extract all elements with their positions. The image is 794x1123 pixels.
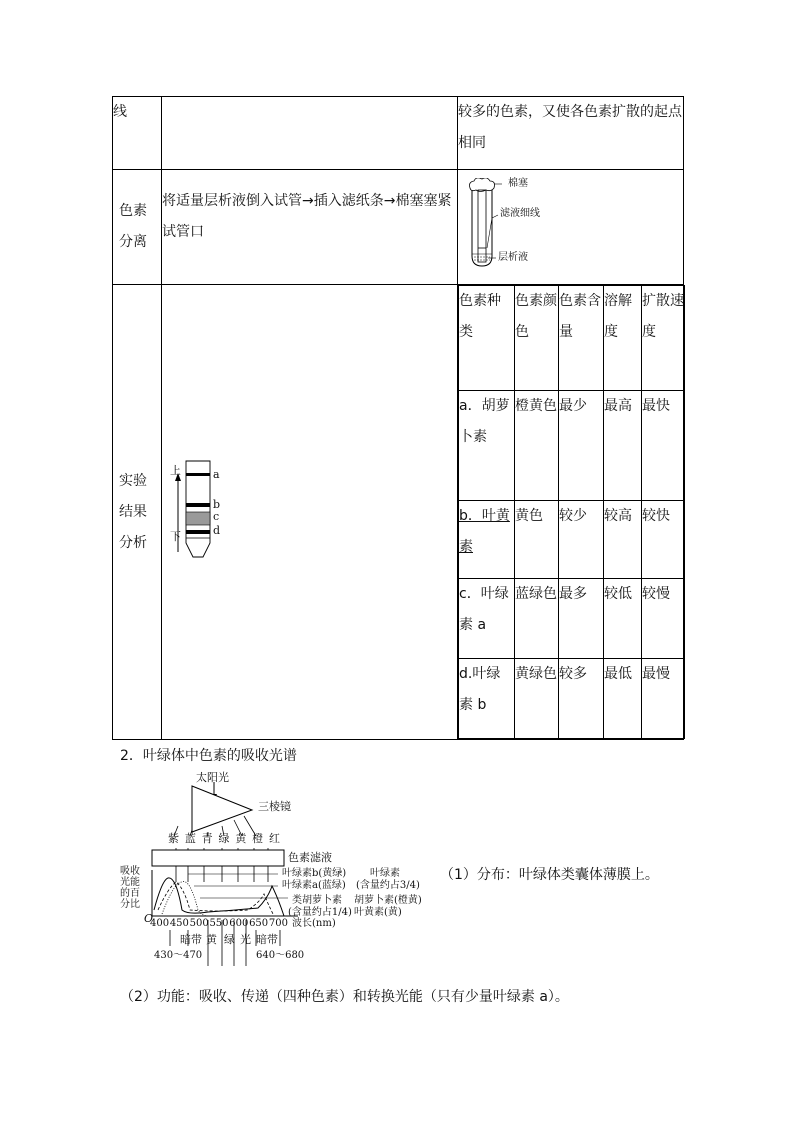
label-dark-band-2: 暗带 xyxy=(256,933,278,946)
label-filter-line: 滤液细线 xyxy=(500,208,540,219)
row3-label: 实验结果分析 xyxy=(119,472,147,551)
chromatography-strip-diagram xyxy=(172,457,252,567)
color-labels xyxy=(168,833,280,845)
label-down: 下 xyxy=(170,530,181,543)
pigment-speed: 最快 xyxy=(642,391,685,501)
header-amount: 色素含量 xyxy=(559,286,604,391)
pigment-solubility: 较低 xyxy=(604,579,642,659)
legend-carotenoid: 类胡萝卜素 xyxy=(292,895,342,906)
cell-row1-col3: 较多的色素，又使各色素扩散的起点相同 xyxy=(458,97,684,170)
pigment-name: d.叶绿素 b xyxy=(459,659,515,739)
pigment-header-row xyxy=(459,286,685,391)
cell-row2-col1 xyxy=(113,170,162,285)
pigment-solubility: 较高 xyxy=(604,501,642,579)
table-row xyxy=(113,285,684,740)
color-yellow: 黄 xyxy=(235,832,247,845)
cotton-plug-icon xyxy=(470,178,495,192)
header-solubility: 溶解度 xyxy=(604,286,642,391)
label-up: 上 xyxy=(170,464,181,477)
cell-row3-col2 xyxy=(162,285,458,740)
label-range-1: 430～470 xyxy=(154,950,203,961)
header-name: 色素种类 xyxy=(459,286,515,391)
table-row xyxy=(459,391,685,501)
x-tick: 550 xyxy=(209,918,229,929)
pigment-name-text: b．叶黄素 xyxy=(459,508,510,555)
legend-chl-amount: (含量约占3/4) xyxy=(356,880,420,891)
legend-chl-a: 叶绿素a(蓝绿) xyxy=(282,880,346,891)
origin-label: O xyxy=(144,912,154,925)
cell-row1-col2 xyxy=(162,97,458,170)
function-text: （2）功能：吸收、传递（四种色素）和转换光能（只有少量叶绿素 a）。 xyxy=(120,989,569,1005)
label-cotton: 棉塞 xyxy=(508,178,528,189)
pigment-speed: 较快 xyxy=(642,501,685,579)
section-title: 2．叶绿体中色素的吸收光谱 xyxy=(120,748,297,764)
pigment-name: a．胡萝卜素 xyxy=(459,391,515,501)
experiment-table xyxy=(112,96,684,740)
distribution-text: （1）分布：叶绿体类囊体薄膜上。 xyxy=(440,867,659,883)
label-filter: 色素滤液 xyxy=(288,851,332,864)
color-violet: 紫 xyxy=(168,832,179,845)
x-tick: 600 xyxy=(229,918,249,929)
x-tick: 650 xyxy=(249,918,269,929)
cell-row3-col1 xyxy=(113,285,162,740)
cell-row3-col3 xyxy=(458,285,684,740)
pigment-solubility: 最低 xyxy=(604,659,642,739)
pigment-filter-box xyxy=(152,850,284,866)
x-tick: 450 xyxy=(169,918,189,929)
color-cyan: 青 xyxy=(201,832,213,845)
x-tick: 700 xyxy=(268,918,288,929)
pigment-color: 黄色 xyxy=(515,501,559,579)
legend-xanthophyll: 叶黄素(黄) xyxy=(354,907,402,918)
label-yellow: 黄 xyxy=(206,933,217,946)
pigment-name xyxy=(459,501,515,579)
legend-chl-b: 叶绿素b(黄绿) xyxy=(282,868,347,879)
table-row xyxy=(113,170,684,285)
table-row xyxy=(113,97,684,170)
pigment-amount: 最多 xyxy=(559,579,604,659)
prism-icon xyxy=(192,786,252,832)
label-a: a xyxy=(213,468,220,481)
label-prism: 三棱镜 xyxy=(258,800,291,813)
pigment-table xyxy=(458,285,685,739)
label-green: 绿 xyxy=(224,933,235,946)
color-green: 绿 xyxy=(218,832,230,845)
label-c: c xyxy=(213,510,220,523)
table-row xyxy=(459,501,685,579)
y-axis-label: 吸收光能的百分比 xyxy=(120,866,140,910)
label-dark-band-1: 暗带 xyxy=(180,933,202,946)
chl-a-curve xyxy=(154,878,284,916)
cell-row2-col3 xyxy=(458,170,684,285)
chl-b-curve xyxy=(158,882,274,916)
color-red: 红 xyxy=(268,832,280,845)
pigment-color: 黄绿色 xyxy=(515,659,559,739)
row2-label: 色素分离 xyxy=(119,203,147,250)
x-axis-label: 波长(nm) xyxy=(292,918,336,929)
header-speed: 扩散速度 xyxy=(642,286,685,391)
x-tick-labels xyxy=(150,918,288,930)
label-solvent: 层析液 xyxy=(498,252,528,263)
pigment-solubility: 最高 xyxy=(604,391,642,501)
x-tick: 500 xyxy=(189,918,209,929)
label-b: b xyxy=(213,498,221,511)
label-range-2: 640～680 xyxy=(256,950,305,961)
label-light: 光 xyxy=(240,933,251,946)
cell-row2-col2: 将适量层析液倒入试管→插入滤纸条→棉塞塞紧试管口 xyxy=(162,170,458,285)
table-row xyxy=(459,659,685,739)
pigment-amount: 较少 xyxy=(559,501,604,579)
pigment-color: 蓝绿色 xyxy=(515,579,559,659)
x-tick: 400 xyxy=(150,918,170,929)
legend-carotenoid-amount: (含量约占1/4) xyxy=(288,907,352,918)
table-row xyxy=(459,579,685,659)
pigment-color: 橙黄色 xyxy=(515,391,559,501)
color-blue: 蓝 xyxy=(184,832,196,845)
legend-chl: 叶绿素 xyxy=(370,868,400,879)
color-orange: 橙 xyxy=(252,832,264,845)
cell-row1-col1: 线 xyxy=(113,97,162,170)
pigment-speed: 最慢 xyxy=(642,659,685,739)
pigment-amount: 最少 xyxy=(559,391,604,501)
header-color: 色素颜色 xyxy=(515,286,559,391)
pigment-speed: 较慢 xyxy=(642,579,685,659)
label-sunlight: 太阳光 xyxy=(196,771,229,784)
legend-carotene: 胡萝卜素(橙黄) xyxy=(354,895,422,906)
pigment-name: c．叶绿素 a xyxy=(459,579,515,659)
pigment-amount: 较多 xyxy=(559,659,604,739)
label-d: d xyxy=(213,524,221,537)
